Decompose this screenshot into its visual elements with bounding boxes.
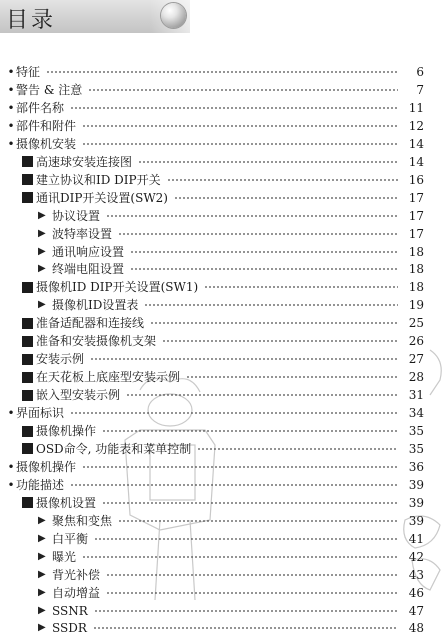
toc-entry-label: 聚焦和变焦 xyxy=(52,513,113,528)
square-bullet-icon xyxy=(22,426,33,437)
toc-entry[interactable] xyxy=(22,387,424,403)
square-bullet-icon xyxy=(22,336,33,347)
square-bullet-icon xyxy=(22,174,33,185)
toc-entry-label: 摄像机操作 xyxy=(36,424,97,438)
toc-entry[interactable] xyxy=(6,477,424,493)
toc-entry-label: 安装示例 xyxy=(36,352,85,367)
toc-entry-label: 协议设置 xyxy=(52,208,101,223)
toc-page-number: 25 xyxy=(408,316,424,331)
toc-entry-label: 界面标识 xyxy=(16,406,65,421)
toc-entry-label: 摄像机ID DIP开关设置(SW1) xyxy=(36,280,199,295)
toc-entry-label: 警告 & 注意 xyxy=(16,82,83,97)
toc-entry-label: 摄像机设置 xyxy=(36,495,97,510)
toc-page-number: 17 xyxy=(408,190,424,205)
dot-leader xyxy=(138,160,398,163)
square-bullet-icon xyxy=(22,192,33,203)
toc-page-number: 6 xyxy=(416,65,424,79)
toc-page-number: 11 xyxy=(408,100,424,115)
toc-page-number: 17 xyxy=(408,226,424,241)
dot-leader xyxy=(88,88,398,91)
square-bullet-icon xyxy=(22,354,33,365)
dot-leader xyxy=(94,537,398,540)
toc-entry-label: 白平衡 xyxy=(52,531,89,546)
toc-page-number: 46 xyxy=(408,585,424,600)
dot-leader xyxy=(102,430,398,433)
toc-entry-label: 嵌入型安装示例 xyxy=(36,388,121,403)
toc-entry-label: 自动增益 xyxy=(52,585,101,600)
toc-page-number: 16 xyxy=(408,172,424,187)
dot-leader xyxy=(118,232,398,235)
toc-page-number: 26 xyxy=(408,334,424,349)
toc-entry[interactable] xyxy=(6,405,424,421)
bullet-icon: • xyxy=(7,406,15,421)
bullet-icon: • xyxy=(7,100,15,115)
toc-page-number: 27 xyxy=(408,352,424,367)
toc-entry-label: 摄像机ID设置表 xyxy=(52,298,139,313)
toc-page-number: 31 xyxy=(408,388,424,403)
toc-entry[interactable] xyxy=(22,154,424,170)
bullet-icon: • xyxy=(7,65,15,79)
bullet-icon: • xyxy=(7,459,15,474)
toc-entry-label: 通讯响应设置 xyxy=(52,244,125,259)
triangle-bullet-icon: ▶ xyxy=(38,245,46,257)
toc-entry-label: 终端电阻设置 xyxy=(52,262,125,277)
square-bullet-icon xyxy=(22,156,33,167)
toc-page-number: 17 xyxy=(408,208,424,223)
toc-entry[interactable] xyxy=(6,82,424,98)
dot-leader xyxy=(82,124,398,127)
toc-entry[interactable] xyxy=(6,118,424,134)
toc-entry-label: 通讯DIP开关设置(SW2) xyxy=(36,190,168,205)
dot-leader xyxy=(46,71,398,74)
dot-leader xyxy=(144,304,398,307)
toc-entry[interactable] xyxy=(38,261,424,277)
dot-leader xyxy=(70,106,398,109)
toc-page-number: 18 xyxy=(408,280,424,295)
toc-entry[interactable] xyxy=(38,620,424,636)
toc-entry[interactable] xyxy=(6,100,424,116)
dot-leader xyxy=(106,573,398,576)
toc-entry[interactable] xyxy=(22,351,424,367)
dot-leader xyxy=(204,286,398,289)
toc-page-number: 35 xyxy=(408,424,424,438)
toc-page-number: 47 xyxy=(408,603,424,618)
dot-leader xyxy=(186,376,398,379)
triangle-bullet-icon: ▶ xyxy=(38,227,46,239)
toc-page-number: 36 xyxy=(408,459,424,474)
triangle-bullet-icon: ▶ xyxy=(38,263,46,275)
square-bullet-icon xyxy=(22,282,33,293)
square-bullet-icon xyxy=(22,497,33,508)
toc-entry-label: 部件名称 xyxy=(16,100,65,115)
toc-entry-label: 准备和安装摄像机支架 xyxy=(36,334,157,349)
toc-entry-label: 在天花板上底座型安装示例 xyxy=(36,370,181,385)
toc-page-number: 41 xyxy=(408,531,424,546)
toc-entry[interactable] xyxy=(38,513,424,529)
toc-entry[interactable] xyxy=(38,585,424,601)
bullet-icon: • xyxy=(7,118,15,133)
toc-entry-label: OSD命令, 功能表和菜单控制 xyxy=(36,441,192,456)
toc-entry-label: 波特率设置 xyxy=(52,226,113,241)
toc-page-number: 42 xyxy=(408,549,424,564)
toc-entry-label: 部件和附件 xyxy=(16,118,77,133)
page-title: 目录 xyxy=(6,8,57,33)
toc-page-number: 43 xyxy=(408,567,424,582)
triangle-bullet-icon: ▶ xyxy=(38,622,46,634)
toc-entry[interactable] xyxy=(22,423,424,439)
toc-page-number: 14 xyxy=(408,136,424,151)
dot-leader xyxy=(118,519,398,522)
toc-entry[interactable] xyxy=(6,64,424,80)
dot-leader xyxy=(174,196,398,199)
toc-entry[interactable] xyxy=(22,172,424,188)
triangle-bullet-icon: ▶ xyxy=(38,586,46,598)
dot-leader xyxy=(106,591,398,594)
toc-entry-label: 特征 xyxy=(16,65,41,79)
triangle-bullet-icon: ▶ xyxy=(38,604,46,616)
toc-page-number: 28 xyxy=(408,370,424,385)
toc-entry-label: 功能描述 xyxy=(16,477,65,492)
toc-entry[interactable] xyxy=(22,441,424,457)
dot-leader xyxy=(70,412,398,415)
toc-entry[interactable] xyxy=(38,244,424,260)
triangle-bullet-icon: ▶ xyxy=(38,209,46,221)
dot-leader xyxy=(90,358,398,361)
dot-leader xyxy=(162,340,398,343)
toc-page-number: 12 xyxy=(408,118,424,133)
toc-page-number: 39 xyxy=(408,477,424,492)
bullet-icon: • xyxy=(7,136,15,151)
dot-leader xyxy=(102,501,398,504)
toc-page-number: 19 xyxy=(408,298,424,313)
toc-page-number: 35 xyxy=(408,441,424,456)
toc-entry-label: 高速球安装连接图 xyxy=(36,154,133,169)
dot-leader xyxy=(106,214,398,217)
bullet-icon: • xyxy=(7,82,15,97)
toc-entry-label: 准备适配器和连接线 xyxy=(36,316,145,331)
toc-entry[interactable] xyxy=(22,315,424,331)
dot-leader xyxy=(197,447,398,450)
toc-entry[interactable] xyxy=(38,297,424,313)
toc-entry[interactable] xyxy=(38,208,424,224)
toc-entry-label: 背光补偿 xyxy=(52,567,101,582)
toc-entry-label: SSDR xyxy=(52,621,87,636)
dot-leader xyxy=(130,250,398,253)
toc-entry[interactable] xyxy=(22,333,424,349)
square-bullet-icon xyxy=(22,390,33,401)
dot-leader xyxy=(93,627,398,630)
square-bullet-icon xyxy=(22,372,33,383)
square-bullet-icon xyxy=(22,318,33,329)
toc-entry-label: SSNR xyxy=(52,603,88,618)
toc-entry[interactable] xyxy=(22,369,424,385)
toc-entry[interactable] xyxy=(38,567,424,583)
toc-entry-label: 曝光 xyxy=(52,549,77,564)
dot-leader xyxy=(126,394,398,397)
toc-page-number: 39 xyxy=(408,513,424,528)
toc-page-number: 18 xyxy=(408,244,424,259)
toc-page-number: 39 xyxy=(408,495,424,510)
dot-leader xyxy=(94,609,398,612)
dot-leader xyxy=(167,178,398,181)
dot-leader xyxy=(82,465,398,468)
dot-leader xyxy=(130,268,398,271)
dot-leader xyxy=(70,483,398,486)
bullet-icon: • xyxy=(7,477,15,492)
toc-page-number: 34 xyxy=(408,406,424,421)
triangle-bullet-icon: ▶ xyxy=(38,299,46,311)
toc-entry[interactable] xyxy=(22,495,424,511)
square-bullet-icon xyxy=(22,443,33,454)
toc-entry[interactable] xyxy=(38,531,424,547)
toc-entry[interactable] xyxy=(22,190,424,206)
triangle-bullet-icon: ▶ xyxy=(38,568,46,580)
toc-entry[interactable] xyxy=(38,603,424,619)
toc-entry[interactable] xyxy=(6,136,424,152)
toc-entry[interactable] xyxy=(22,279,424,295)
triangle-bullet-icon: ▶ xyxy=(38,514,46,526)
dot-leader xyxy=(150,322,398,325)
toc-page-number: 48 xyxy=(408,621,424,636)
toc-entry[interactable] xyxy=(6,459,424,475)
toc-entry-label: 摄像机操作 xyxy=(16,459,77,474)
toc-entry-label: 摄像机安装 xyxy=(16,136,77,151)
toc-entry[interactable] xyxy=(38,549,424,565)
toc-entry[interactable] xyxy=(38,226,424,242)
dot-leader xyxy=(82,142,398,145)
toc-page-number: 7 xyxy=(416,82,424,97)
toc-page-number: 14 xyxy=(408,154,424,169)
triangle-bullet-icon: ▶ xyxy=(38,532,46,544)
triangle-bullet-icon: ▶ xyxy=(38,550,46,562)
toc-entry-label: 建立协议和ID DIP开关 xyxy=(36,172,161,187)
dot-leader xyxy=(82,555,398,558)
toc-page-number: 18 xyxy=(408,262,424,277)
